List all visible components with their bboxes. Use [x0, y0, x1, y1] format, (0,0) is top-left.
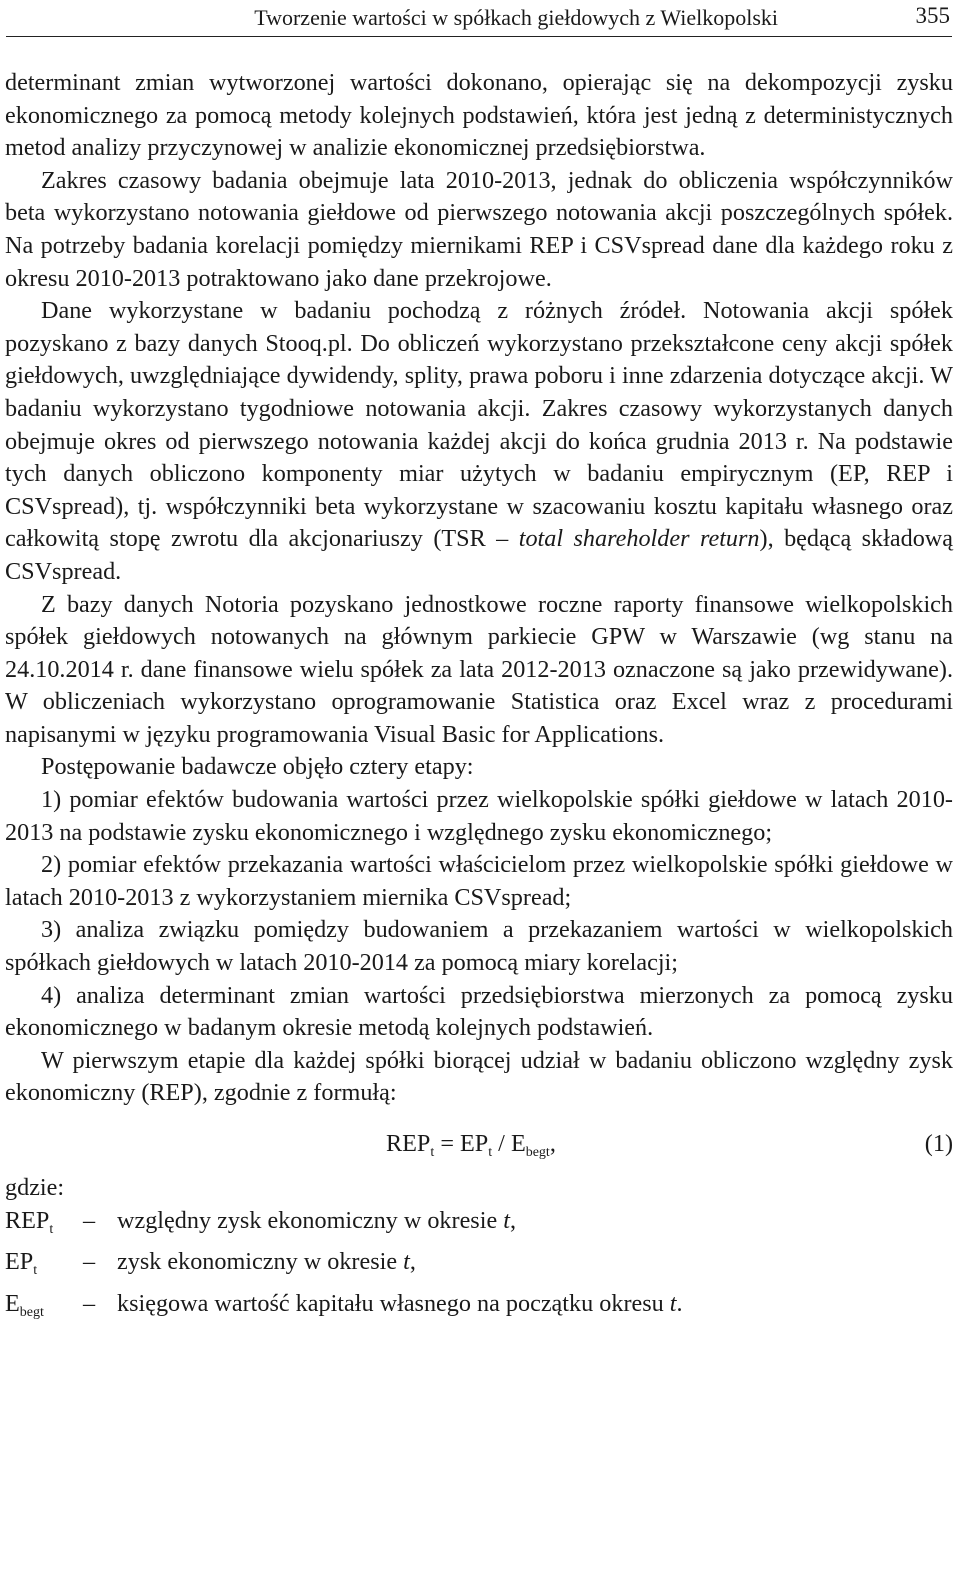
- definitions-intro: gdzie:: [5, 1174, 65, 1201]
- definition-dash: –: [83, 1289, 96, 1317]
- symbol-text: REP: [5, 1206, 50, 1234]
- definition-body: względny zysk ekonomiczny w okresie: [117, 1206, 504, 1234]
- definition-body: księgowa wartość kapitału własnego na początku okresu: [117, 1289, 670, 1317]
- paragraph: Postępowanie badawcze objęło cztery etapy:: [41, 753, 474, 781]
- equation-symbol: ,: [549, 1130, 556, 1157]
- definition-text: [117, 1288, 953, 1330]
- definition-text: [117, 1205, 953, 1247]
- equation-subscript: t: [488, 1145, 493, 1160]
- definition-row: [5, 1288, 953, 1330]
- equation-number: (1): [924, 1130, 953, 1157]
- body-text: [5, 67, 953, 1329]
- paragraph-text: ), będącą składową CSVspread.: [5, 525, 953, 585]
- running-title: Tworzenie wartości w spółkach giełdowych z Wielkopolski: [254, 5, 778, 30]
- symbol-text: EP: [5, 1248, 34, 1276]
- definition-dash: –: [83, 1248, 96, 1276]
- symbol-subscript: t: [49, 1221, 54, 1237]
- equation: [386, 1128, 556, 1170]
- list-item: 4) analiza determinant zmian wartości przedsiębiorstwa mierzonych za pomocą zysku ekonomicznego w badanym okresie metodą kolejnych podstawień.: [5, 981, 953, 1042]
- symbol-subscript: t: [33, 1263, 38, 1279]
- definition-body: zysk ekonomiczny w okresie: [117, 1248, 404, 1276]
- symbol-subscript: begt: [19, 1304, 44, 1320]
- definition-end: ,: [509, 1206, 517, 1234]
- definition-row: [5, 1205, 953, 1247]
- paragraph: W pierwszym etapie dla każdej spółki biorącej udział w badaniu obliczono względny zysk ekonomiczny (REP), zgodnie z formułą:: [5, 1046, 953, 1107]
- header-rule: [6, 36, 952, 37]
- definition-symbol: [5, 1246, 83, 1288]
- equation-subscript: t: [430, 1145, 435, 1160]
- paragraph: determinant zmian wytworzonej wartości dokonano, opierając się na dekompozycji zysku ekonomicznego za pomocą metody kolejnych podstawień, która jest jedną z deterministycznych metod analizy przyczynowej w analizie ekonomicznej przedsiębiorstwa.: [5, 69, 953, 162]
- equation-symbol: REP: [386, 1130, 431, 1157]
- equation-symbol: = EP: [434, 1130, 489, 1157]
- definition-text: [117, 1246, 953, 1288]
- running-header: [0, 0, 960, 34]
- definition-row: [5, 1246, 953, 1288]
- definition-variable: t: [503, 1206, 510, 1234]
- list-item: 1) pomiar efektów budowania wartości przez wielkopolskie spółki giełdowe w latach 2010-2013 na podstawie zysku ekonomicznego i względnego zysku ekonomicznego;: [5, 786, 953, 846]
- paragraph: [5, 295, 953, 588]
- page-number: 355: [915, 3, 950, 28]
- definition-symbol: [5, 1205, 83, 1247]
- equation-subscript: begt: [525, 1145, 550, 1160]
- list-item: 3) analiza związku pomiędzy budowaniem a przekazaniem wartości w wielkopolskich spółkach giełdowych w latach 2010-2014 za pomocą miary korelacji;: [5, 916, 953, 977]
- paragraph: Z bazy danych Notoria pozyskano jednostkowe roczne raporty finansowe wielkopolskich spółek giełdowych notowanych na głównym parkiecie GPW w Warszawie (wg stanu na 24.10.2014 r. dane finansowe wielu spółek za lata 2012-2013 oznaczone są jako przewidywane). W obliczeniach wykorzystano oprogramowanie Statistica oraz Excel wraz z procedurami napisanymi w języku programowania Visual Basic for Applications.: [5, 590, 953, 748]
- italic-term: total shareholder return: [518, 525, 760, 553]
- definition-variable: t: [403, 1248, 410, 1276]
- equation-row: [5, 1124, 953, 1172]
- definition-symbol: [5, 1288, 83, 1330]
- definition-end: ,: [409, 1248, 416, 1276]
- definition-end: .: [676, 1289, 683, 1317]
- paragraph-text: Dane wykorzystane w badaniu pochodzą z różnych źródeł. Notowania akcji spółek pozyskano z bazy danych Stooq.pl. Do obliczeń wykorzystano przekształcone ceny akcji spółek giełdowych, uwzględniające dywidendy, splity, prawa poboru i inne zdarzenia dotyczące akcji. W badaniu wykorzystano tygodniowe notowania akcji. Zakres czasowy wykorzystanych danych obejmuje okres od pierwszego notowania każdej akcji do końca grudnia 2013 r. Na podstawie tych danych obliczono komponenty miar użytych w badaniu empirycznym (EP, REP i CSVspread), tj. współczynniki beta wykorzystane w szacowaniu kosztu kapitału własnego oraz całkowitą stopę zwrotu dla akcjonariuszy (TSR –: [5, 297, 953, 553]
- symbol-text: E: [5, 1289, 20, 1317]
- paragraph: Zakres czasowy badania obejmuje lata 2010-2013, jednak do obliczenia współczynników beta wykorzystano notowania giełdowe od pierwszego notowania akcji poszczególnych spółek. Na potrzeby badania korelacji pomiędzy miernikami REP i CSVspread dane dla każdego roku z okresu 2010-2013 potraktowano jako dane przekrojowe.: [5, 166, 953, 292]
- equation-symbol: / E: [492, 1130, 526, 1157]
- definition-variable: t: [669, 1289, 677, 1317]
- definitions-list: [5, 1172, 953, 1329]
- list-item: 2) pomiar efektów przekazania wartości właścicielom przez wielkopolskie spółki giełdowe w latach 2010-2013 z wykorzystaniem miernika CSVspread;: [5, 851, 953, 911]
- definition-dash: –: [83, 1206, 96, 1234]
